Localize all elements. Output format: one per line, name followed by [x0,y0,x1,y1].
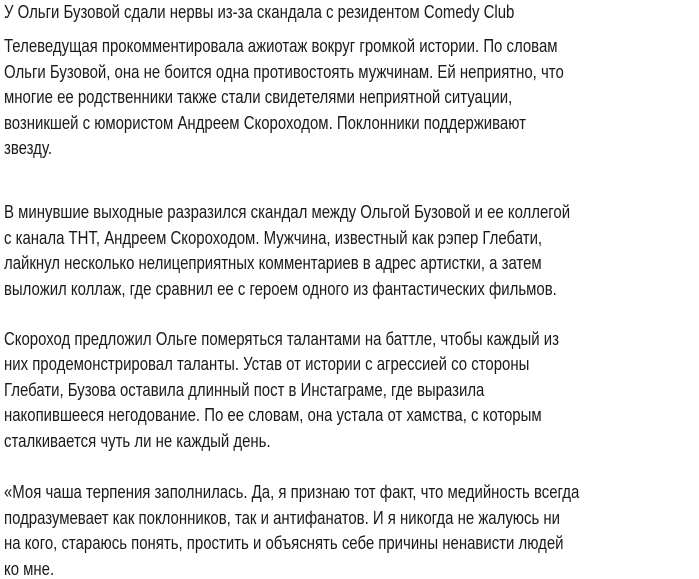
paragraph-line: накопившееся негодование. По ее словам, она устала от хамства, с которым [4,405,542,425]
paragraph-line: с канала ТНТ, Андреем Скороходом. Мужчина, известный как рэпер Глебати, [4,228,543,248]
paragraph-line: Телеведущая прокомментировала ажиотаж вокруг громкой истории. По словам [4,36,558,56]
paragraph-line: лайкнул несколько нелицеприятных комментариев в адрес артистки, а затем [4,253,542,273]
article-title: У Ольги Бузовой сдали нервы из-за скандала с резидентом Comedy Club [4,2,515,22]
paragraph-line: Глебати, Бузова оставила длинный пост в Инстаграме, где выразила [4,380,485,400]
paragraph-line: многие ее родственники также стали свидетелями неприятной ситуации, [4,87,513,107]
paragraph-line: сталкивается чуть ли не каждый день. [4,431,271,451]
paragraph-line: ко мне. [4,559,55,579]
paragraph-line: них продемонстрировал таланты. Устав от истории с агрессией со стороны [4,354,530,374]
paragraph-line: выложил коллаж, где сравнил ее с героем одного из фантастических фильмов. [4,279,557,299]
paragraph-line: «Моя чаша терпения заполнилась. Да, я признаю тот факт, что медийность всегда [4,482,580,502]
paragraph-line: Скороход предложил Ольге померяться талантами на баттле, чтобы каждый из [4,329,559,349]
paragraph-line: В минувшие выходные разразился скандал между Ольгой Бузовой и ее коллегой [4,202,571,222]
paragraph-line: подразумевает как поклонников, так и антифанатов. И я никогда не жалуюсь ни [4,508,561,528]
paragraph-line: возникшей с юмористом Андреем Скороходом. Поклонники поддерживают [4,113,526,133]
paragraph-line: звезду. [4,138,52,158]
paragraph-line: Ольги Бузовой, она не боится одна противостоять мужчинам. Ей неприятно, что [4,62,564,82]
paragraph-line: на кого, стараюсь понять, простить и объяснять себе причины ненависти людей [4,533,564,553]
